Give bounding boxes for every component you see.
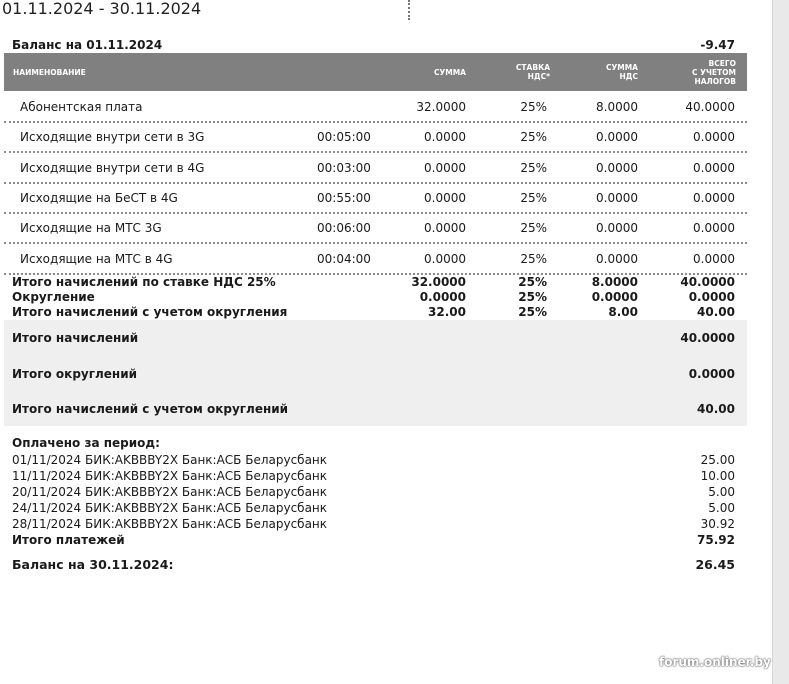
table-row <box>4 152 747 184</box>
total-vat: 0.0000 <box>591 290 638 304</box>
payments-total-label: Итого платежей <box>12 533 125 547</box>
table-row <box>4 91 747 123</box>
total-total: 0.0000 <box>688 290 735 304</box>
payment-amount: 25.00 <box>700 453 735 467</box>
total-sum: 32.0000 <box>411 275 466 289</box>
row-duration: 00:04:00 <box>317 252 371 266</box>
payments-title-text: Оплачено за период: <box>12 436 160 450</box>
balance-start-value: -9.47 <box>700 38 735 52</box>
total-label: Округление <box>12 290 95 304</box>
summary-value: 40.0000 <box>680 331 735 345</box>
row-vat: 0.0000 <box>596 252 638 266</box>
rounding-row <box>4 290 747 305</box>
dotted-divider <box>408 0 410 20</box>
summary-label: Итого округлений <box>12 367 138 381</box>
header-sum: СУММА <box>433 68 466 77</box>
row-sum: 0.0000 <box>424 161 466 175</box>
row-rate: 25% <box>520 161 547 175</box>
balance-end-value: 26.45 <box>695 557 735 572</box>
header-total-line3: НАЛОГОВ <box>694 77 736 86</box>
header-vat-line2: НДС <box>619 72 638 81</box>
row-vat: 8.0000 <box>596 100 638 114</box>
row-total: 0.0000 <box>693 252 735 266</box>
header-name: НАИМЕНОВАНИЕ <box>13 68 86 77</box>
total-sum: 0.0000 <box>419 290 466 304</box>
header-rate <box>516 63 550 81</box>
table-row <box>4 243 747 275</box>
total-total: 40.00 <box>697 305 735 319</box>
forum-watermark: forum.onliner.by <box>659 655 771 669</box>
total-total: 40.0000 <box>680 275 735 289</box>
row-total: 0.0000 <box>693 130 735 144</box>
payment-text: 24/11/2024 БИК:AKBBBY2X Банк:АСБ Беларусбанк <box>12 501 328 515</box>
summary-label: Итого начислений <box>12 331 139 345</box>
row-name: Исходящие на БеСТ в 4G <box>20 191 178 205</box>
row-duration: 00:55:00 <box>317 191 371 205</box>
payment-text: 20/11/2024 БИК:AKBBBY2X Банк:АСБ Беларусбанк <box>12 485 328 499</box>
total-rate: 25% <box>518 290 547 304</box>
summary-label: Итого начислений с учетом округлений <box>12 402 289 416</box>
total-rate: 25% <box>518 305 547 319</box>
total-rounded-row <box>4 305 747 320</box>
row-name: Исходящие на МТС 3G <box>20 221 162 235</box>
payment-amount: 5.00 <box>708 485 735 499</box>
row-total: 0.0000 <box>693 221 735 235</box>
total-vat: 8.0000 <box>591 275 638 289</box>
row-total: 0.0000 <box>693 191 735 205</box>
total-rate: 25% <box>518 275 547 289</box>
table-header <box>4 53 747 91</box>
payment-amount: 10.00 <box>700 469 735 483</box>
row-rate: 25% <box>520 100 547 114</box>
row-vat: 0.0000 <box>596 130 638 144</box>
row-total: 0.0000 <box>693 161 735 175</box>
payment-amount: 5.00 <box>708 501 735 515</box>
payment-text: 28/11/2024 БИК:AKBBBY2X Банк:АСБ Беларусбанк <box>12 517 328 531</box>
table-row <box>4 182 747 214</box>
row-duration: 00:03:00 <box>317 161 371 175</box>
row-name: Исходящие внутри сети в 3G <box>20 130 205 144</box>
row-rate: 25% <box>520 191 547 205</box>
header-total-line1: ВСЕГО <box>708 59 736 68</box>
header-vat-line1: СУММА <box>605 63 638 72</box>
total-label: Итого начислений с учетом округления <box>12 305 288 319</box>
row-vat: 0.0000 <box>596 221 638 235</box>
header-total <box>692 59 736 86</box>
payment-amount: 30.92 <box>700 517 735 531</box>
total-sum: 32.00 <box>428 305 466 319</box>
summary-value: 40.00 <box>697 402 735 416</box>
total-label: Итого начислений по ставке НДС 25% <box>12 275 276 289</box>
payment-text: 11/11/2024 БИК:AKBBBY2X Банк:АСБ Беларусбанк <box>12 469 328 483</box>
balance-end-label: Баланс на 30.11.2024: <box>12 557 174 572</box>
header-total-line2: С УЧЕТОМ <box>691 68 736 77</box>
row-vat: 0.0000 <box>596 161 638 175</box>
row-rate: 25% <box>520 221 547 235</box>
row-duration: 00:05:00 <box>317 130 371 144</box>
row-sum: 0.0000 <box>424 252 466 266</box>
row-rate: 25% <box>520 252 547 266</box>
table-row <box>4 212 747 244</box>
row-name: Абонентская плата <box>20 100 143 114</box>
payment-text: 01/11/2024 БИК:AKBBBY2X Банк:АСБ Беларусбанк <box>12 453 328 467</box>
row-rate: 25% <box>520 130 547 144</box>
total-vat-row <box>4 275 747 290</box>
table-row <box>4 121 747 153</box>
total-vat: 8.00 <box>608 305 638 319</box>
billing-period: 01.11.2024 - 30.11.2024 <box>2 0 202 18</box>
row-sum: 0.0000 <box>424 221 466 235</box>
header-vat <box>606 63 638 81</box>
row-name: Исходящие внутри сети в 4G <box>20 161 205 175</box>
header-rate-line2: НДС* <box>527 72 550 81</box>
row-sum: 0.0000 <box>424 191 466 205</box>
row-name: Исходящие на МТС в 4G <box>20 252 173 266</box>
row-duration: 00:06:00 <box>317 221 371 235</box>
page-edge-scrollbar[interactable] <box>772 0 789 684</box>
row-vat: 0.0000 <box>596 191 638 205</box>
row-sum: 32.0000 <box>416 100 466 114</box>
payments-total-value: 75.92 <box>697 533 735 547</box>
header-rate-line1: СТАВКА <box>515 63 550 72</box>
row-total: 40.0000 <box>685 100 735 114</box>
summary-value: 0.0000 <box>688 367 735 381</box>
row-sum: 0.0000 <box>424 130 466 144</box>
balance-start-label: Баланс на 01.11.2024 <box>12 38 163 52</box>
